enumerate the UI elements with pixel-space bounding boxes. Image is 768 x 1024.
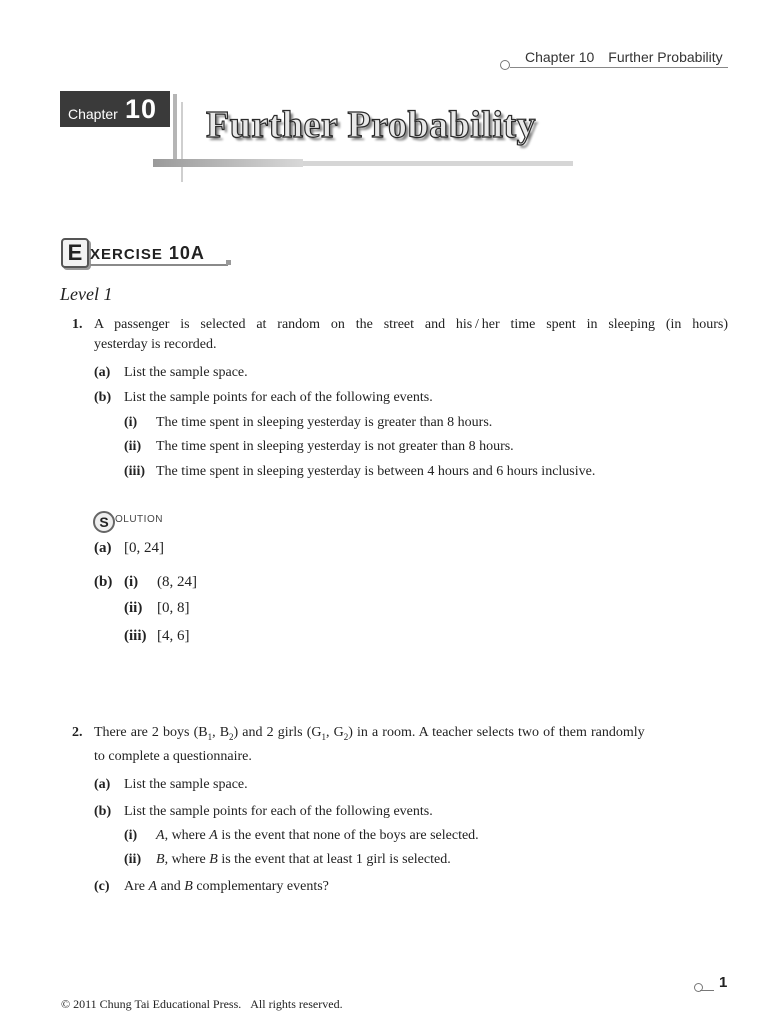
subpart-text: The time spent in sleeping yesterday is not greater than 8 hours. bbox=[156, 439, 514, 454]
copyright-notice: © 2011 Chung Tai Educational Press. All rights reserved. bbox=[61, 997, 343, 1011]
subscript: 1 bbox=[321, 731, 326, 742]
part-tag: (b) bbox=[94, 804, 112, 819]
text-fragment: , where bbox=[164, 852, 210, 867]
text-fragment: is the event that none of the boys are selected. bbox=[217, 828, 479, 843]
part-tag: (a) bbox=[94, 777, 111, 792]
question-number: 2. bbox=[72, 725, 83, 740]
exercise-rule-end bbox=[226, 260, 231, 265]
running-header-chapter: Chapter 10 bbox=[525, 49, 595, 65]
stem-fragment: , B bbox=[212, 725, 230, 740]
chapter-badge-word: Chapter bbox=[68, 106, 118, 122]
answer-text: [0, 24] bbox=[124, 540, 164, 556]
header-rule bbox=[510, 67, 728, 68]
subpart-tag: (i) bbox=[124, 828, 138, 843]
stem-fragment: ) in a room. A teacher selects two of them randomly bbox=[348, 725, 645, 740]
answer-tag: (b) bbox=[94, 574, 113, 590]
banner-decoration bbox=[153, 159, 303, 167]
variable: B bbox=[156, 852, 165, 867]
text-fragment: complementary events? bbox=[192, 879, 329, 894]
variable: A bbox=[209, 828, 218, 843]
text-fragment: , where bbox=[164, 828, 210, 843]
variable: B bbox=[184, 879, 193, 894]
part-tag: (a) bbox=[94, 365, 111, 380]
exercise-number: 10A bbox=[168, 243, 205, 263]
banner-decoration bbox=[181, 102, 183, 182]
subpart-text bbox=[156, 825, 479, 847]
text-fragment: is the event that at least 1 girl is selected. bbox=[217, 852, 451, 867]
part-text: List the sample space. bbox=[124, 777, 248, 792]
answer-subtag: (i) bbox=[124, 574, 139, 590]
banner-decoration bbox=[303, 161, 573, 166]
subpart-tag: (iii) bbox=[124, 464, 145, 479]
header-ornament-icon bbox=[500, 60, 510, 70]
answer-tag: (a) bbox=[94, 540, 112, 556]
question-stem: A passenger is selected at random on the street and his / her time spent in sleeping (in hours) bbox=[94, 317, 728, 332]
answer-text: [4, 6] bbox=[157, 628, 190, 644]
variable: B bbox=[209, 852, 218, 867]
subscript: 2 bbox=[343, 731, 349, 742]
answer-text: (8, 24] bbox=[157, 574, 197, 590]
solution-badge-icon: S bbox=[93, 511, 115, 533]
part-text: List the sample points for each of the following events. bbox=[124, 390, 433, 405]
subscript: 1 bbox=[207, 731, 213, 742]
stem-fragment: , G bbox=[326, 725, 344, 740]
running-header bbox=[525, 49, 723, 65]
answer-subtag: (iii) bbox=[124, 628, 147, 644]
question-stem: yesterday is recorded. bbox=[94, 337, 217, 352]
chapter-badge-number: 10 bbox=[125, 94, 158, 124]
subpart-text: The time spent in sleeping yesterday is greater than 8 hours. bbox=[156, 415, 493, 430]
exercise-rule bbox=[90, 264, 228, 266]
text-fragment: and bbox=[157, 879, 185, 894]
page-number: 1 bbox=[719, 974, 728, 991]
solution-heading: OLUTION bbox=[115, 514, 163, 525]
variable: A bbox=[156, 828, 165, 843]
question-stem: to complete a questionnaire. bbox=[94, 749, 252, 764]
stem-fragment: ) and 2 girls (G bbox=[233, 725, 322, 740]
chapter-badge bbox=[60, 91, 170, 127]
question-number: 1. bbox=[72, 317, 83, 332]
subpart-tag: (ii) bbox=[124, 439, 142, 454]
answer-text: [0, 8] bbox=[157, 600, 190, 616]
level-heading: Level 1 bbox=[60, 284, 113, 304]
question-stem bbox=[94, 722, 728, 748]
page-rule bbox=[700, 990, 714, 991]
part-tag: (c) bbox=[94, 879, 110, 894]
subpart-text bbox=[156, 849, 451, 871]
chapter-title: Further Probability bbox=[206, 104, 537, 146]
part-text: List the sample points for each of the following events. bbox=[124, 804, 433, 819]
part-text bbox=[124, 876, 329, 898]
exercise-word: XERCISE bbox=[90, 246, 163, 263]
part-text: List the sample space. bbox=[124, 365, 248, 380]
part-tag: (b) bbox=[94, 390, 112, 405]
banner-decoration bbox=[173, 94, 177, 164]
answer-subtag: (ii) bbox=[124, 600, 143, 616]
subscript: 2 bbox=[229, 731, 234, 742]
exercise-badge-icon: E bbox=[61, 238, 89, 268]
exercise-heading bbox=[90, 243, 205, 264]
variable: A bbox=[148, 879, 158, 894]
text-fragment: Are bbox=[124, 879, 149, 894]
stem-fragment: There are 2 boys (B bbox=[94, 725, 208, 740]
subpart-tag: (i) bbox=[124, 415, 138, 430]
subpart-text: The time spent in sleeping yesterday is between 4 hours and 6 hours inclusive. bbox=[156, 464, 596, 479]
running-header-title: Further Probability bbox=[608, 49, 723, 65]
subpart-tag: (ii) bbox=[124, 852, 142, 867]
